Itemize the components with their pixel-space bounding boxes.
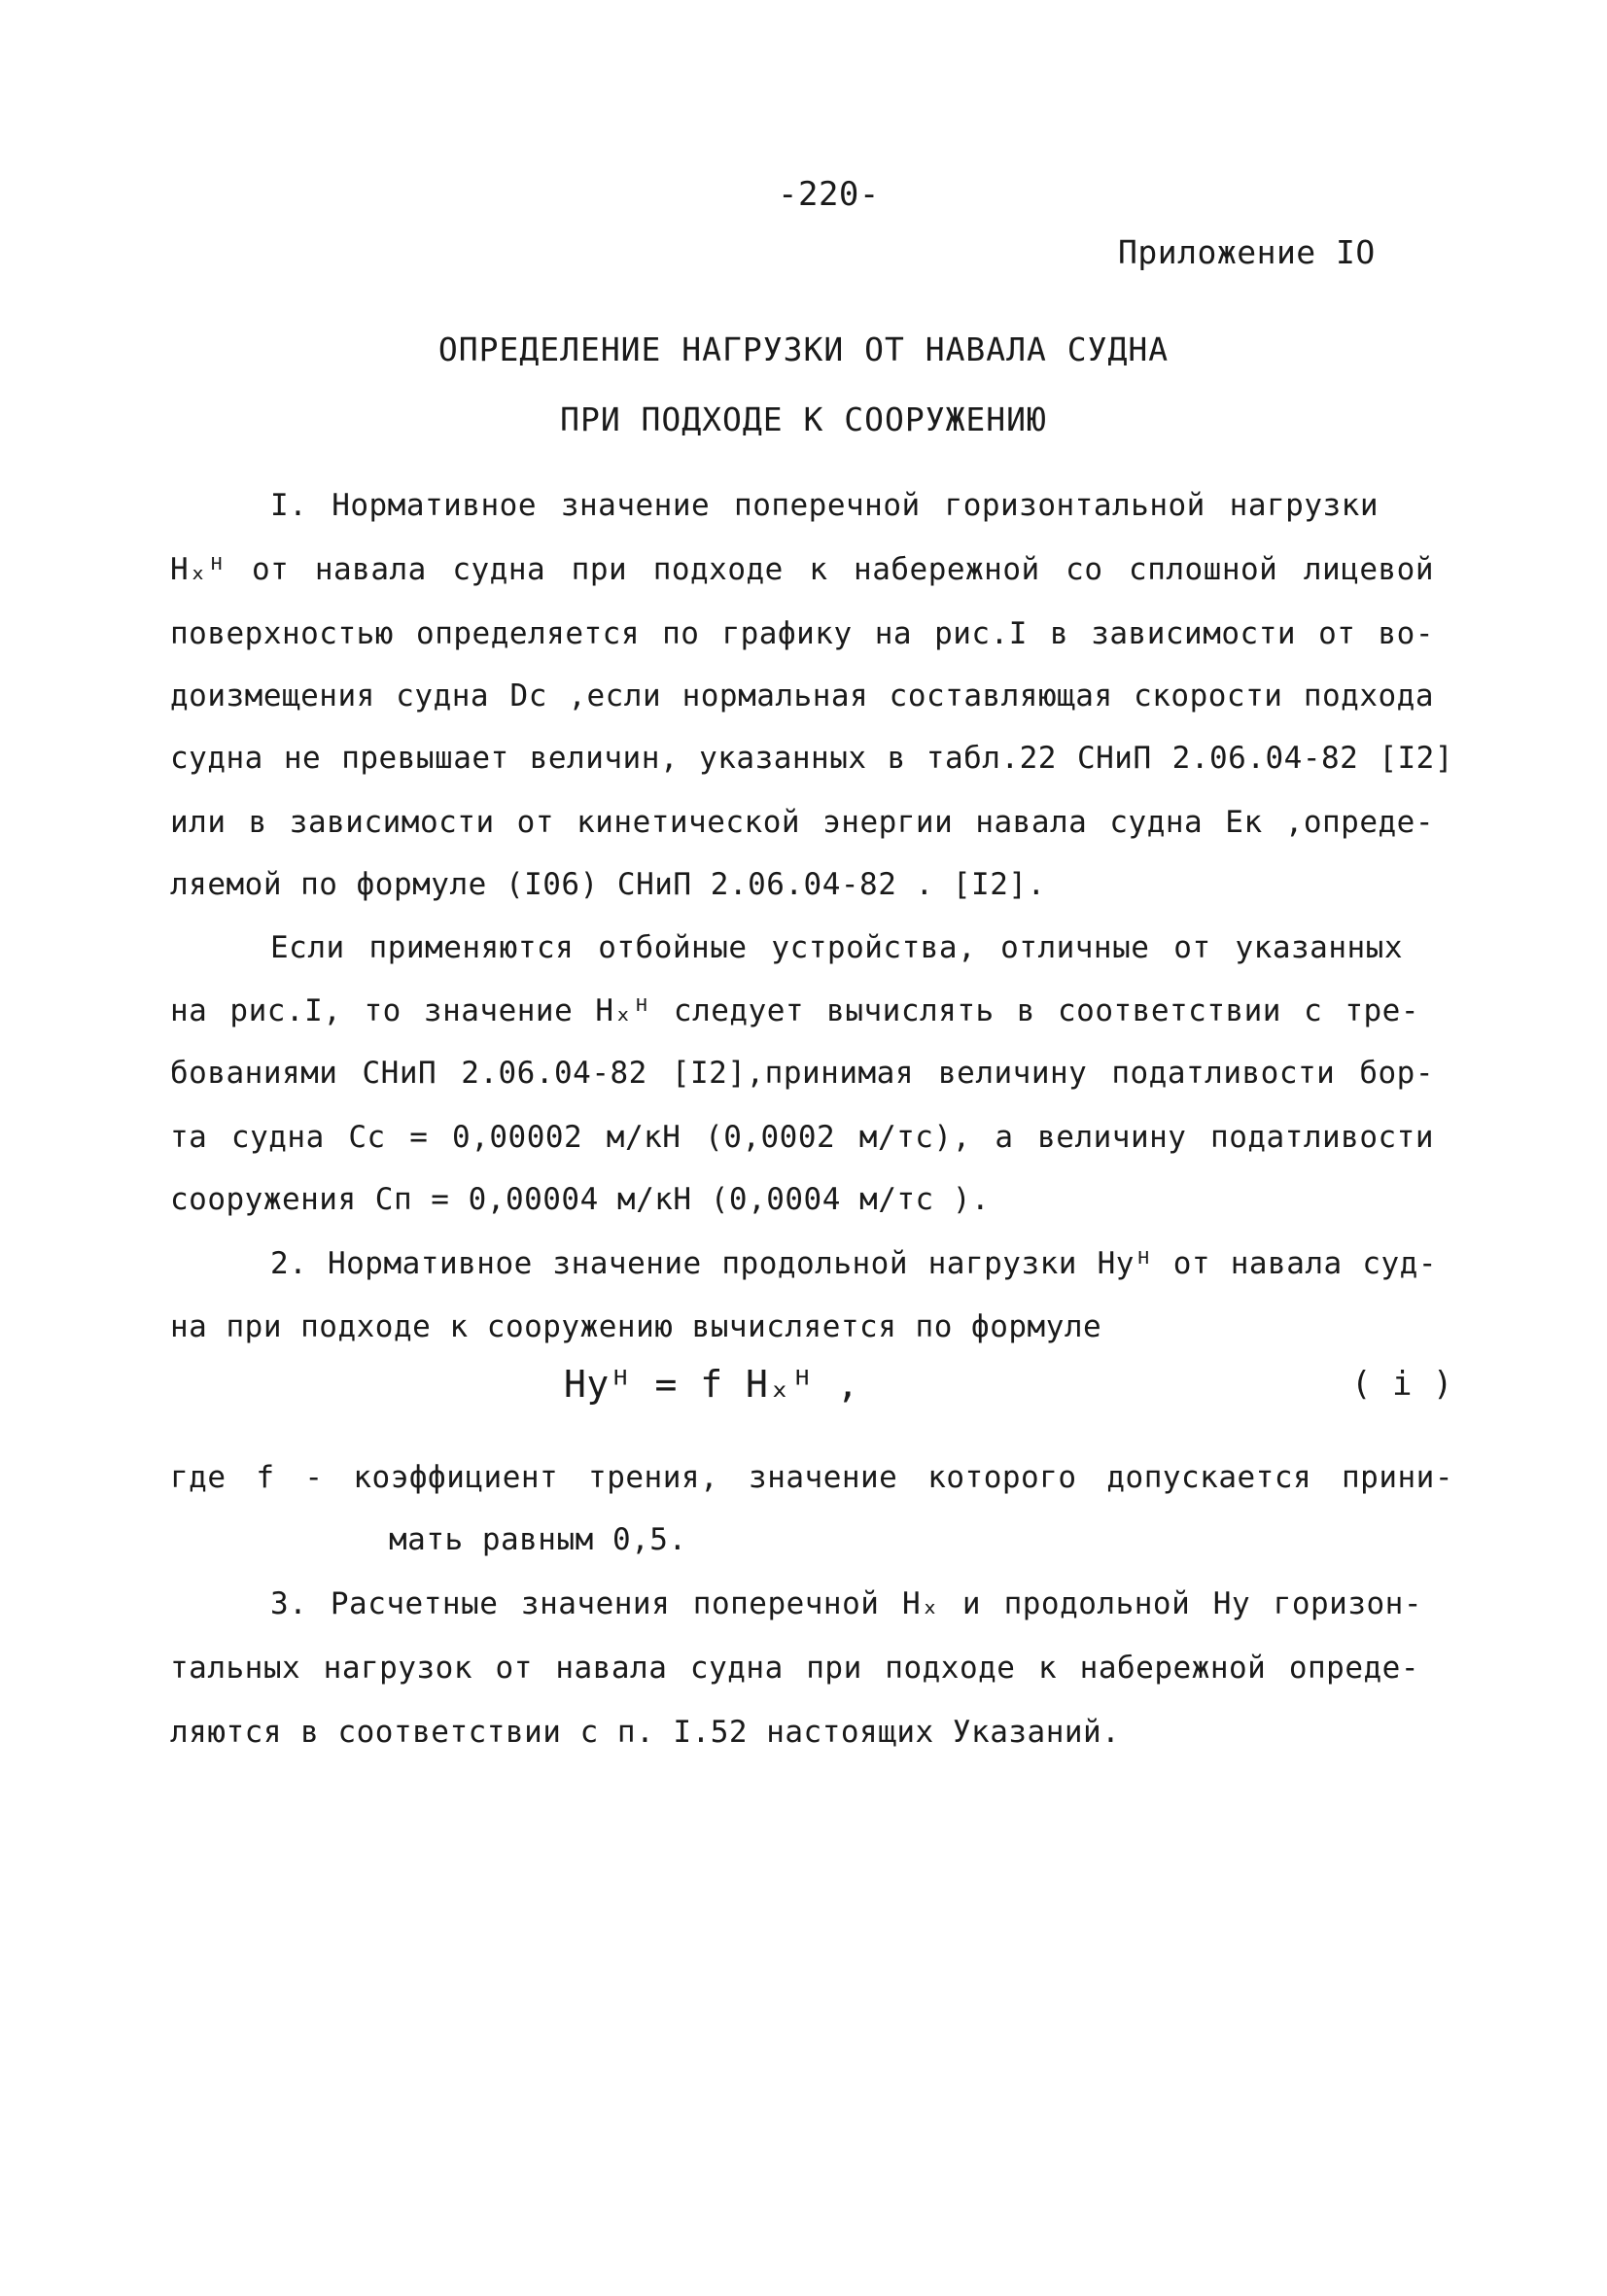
appendix-label: Приложение IO: [1118, 233, 1376, 271]
page-number: -220-: [778, 175, 880, 214]
body-line: сооружения Cп = 0,00004 м/кН (0,0004 м/тс ).: [170, 1182, 991, 1217]
body-line: или в зависимости от кинетической энергии навала судна Eк ,опреде-: [170, 805, 1434, 840]
body-line: ляются в соответствии с п. I.52 настоящих Указаний.: [170, 1715, 1121, 1750]
body-line: 3. Расчетные значения поперечной Hₓ и продольной Hy горизон-: [270, 1586, 1422, 1621]
title-line-2: ПРИ ПОДХОДЕ К СООРУЖЕНИЮ: [560, 400, 1047, 438]
body-line: судна не превышает величин, указанных в табл.22 СНиП 2.06.04-82 [I2]: [170, 741, 1453, 776]
formula-number: ( i ): [1351, 1365, 1453, 1404]
where-line: мать равным 0,5.: [389, 1522, 687, 1557]
body-line: ляемой по формуле (I06) СНиП 2.06.04-82 . [I2].: [170, 867, 1046, 902]
body-line: доизмещения судна Dc ,если нормальная составляющая скорости подхода: [170, 678, 1434, 713]
where-line: где f - коэффициент трения, значение которого допускается прини-: [170, 1460, 1453, 1495]
formula: Hyᴴ = f Hₓᴴ ,: [564, 1363, 859, 1406]
body-line: I. Нормативное значение поперечной горизонтальной нагрузки: [270, 488, 1379, 523]
title-line-1: ОПРЕДЕЛЕНИЕ НАГРУЗКИ ОТ НАВАЛА СУДНА: [437, 330, 1170, 368]
body-line: 2. Нормативное значение продольной нагрузки Hyᴴ от навала суд-: [270, 1246, 1437, 1281]
body-line: бованиями СНиП 2.06.04-82 [I2],принимая величину податливости бор-: [170, 1056, 1434, 1091]
body-line: тальных нагрузок от навала судна при подходе к набережной опреде-: [170, 1651, 1419, 1686]
body-line: на при подходе к сооружению вычисляется по формуле: [170, 1309, 1102, 1344]
body-line: Hₓᴴ от навала судна при подходе к набережной со сплошной лицевой: [170, 552, 1434, 587]
body-line: на рис.I, то значение Hₓᴴ следует вычислять в соответствии с тре-: [170, 993, 1419, 1028]
body-line: поверхностью определяется по графику на рис.I в зависимости от во-: [170, 616, 1434, 651]
body-line: Если применяются отбойные устройства, отличные от указанных: [270, 930, 1403, 965]
body-line: та судна Cc = 0,00002 м/кН (0,0002 м/тс), а величину податливости: [170, 1120, 1434, 1155]
